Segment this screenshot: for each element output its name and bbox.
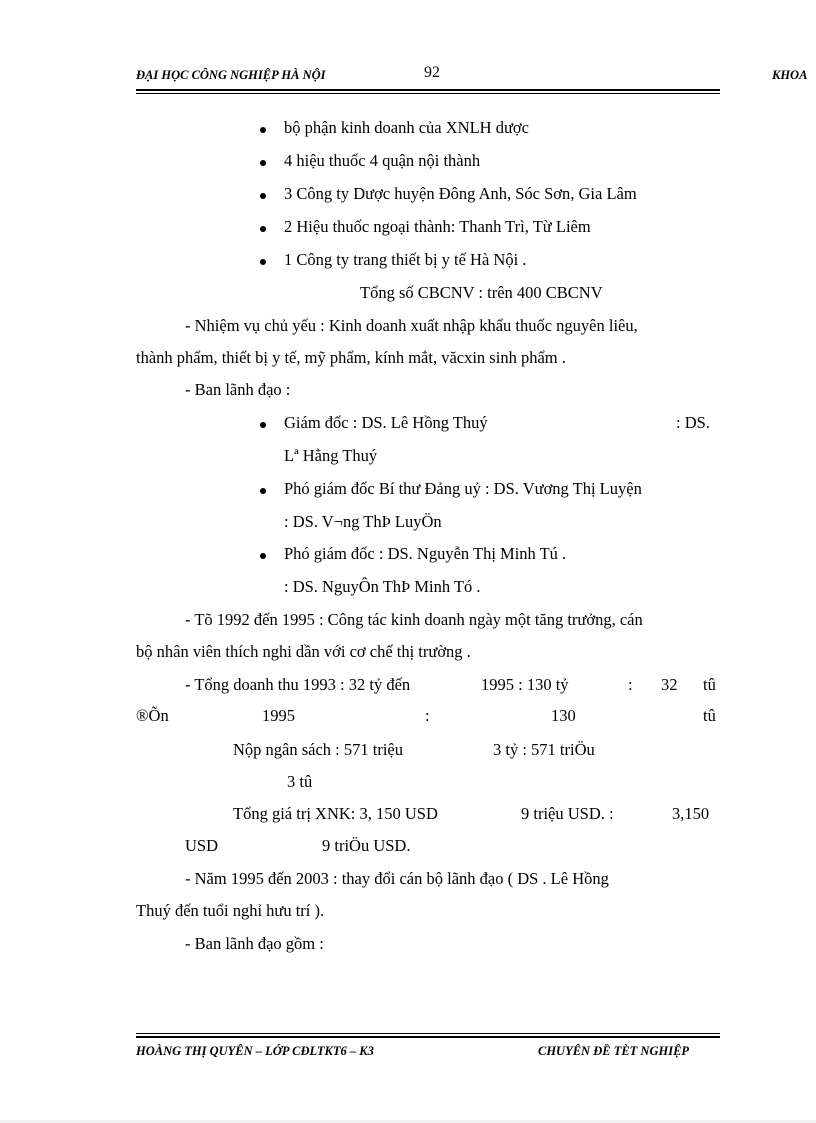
footer-author: HOÀNG THỊ QUYÊN – LỚP CĐLTKT6 – K3 xyxy=(136,1044,374,1058)
revenue-text: 3 tû xyxy=(287,772,313,791)
list-item: 3 Công ty Dược huyện Đông Anh, Sóc Sơn, Gia Lâm xyxy=(284,184,637,203)
revenue-text: tû xyxy=(703,706,716,725)
period-1995-line-2: Thuý đến tuổi nghỉ hưu trí ). xyxy=(136,901,325,920)
revenue-text: USD xyxy=(185,836,219,855)
bullet-icon xyxy=(260,488,266,494)
revenue-text: Nộp ngân sách : 571 triệu xyxy=(233,740,404,759)
bullet-icon xyxy=(260,160,266,166)
revenue-text: Tổng giá trị XNK: 3, 150 USD xyxy=(233,804,438,823)
leadership-title: - Ban lãnh đạo : xyxy=(185,380,291,399)
mission-line-1: - Nhiệm vụ chủ yếu : Kinh doanh xuất nhập khẩu thuốc nguyên liêu, xyxy=(185,316,638,335)
revenue-text: ®Õn xyxy=(136,706,169,725)
revenue-text: 3 tỷ : 571 triÖu xyxy=(493,740,595,759)
revenue-text: 9 triÖu USD. xyxy=(322,836,411,855)
revenue-text: 3,150 xyxy=(672,804,710,823)
closing-line: - Ban lãnh đạo gồm : xyxy=(185,934,324,953)
footer-thesis-title: CHUYÊN ĐỀ TÈT NGHIỆP xyxy=(538,1044,690,1058)
bullet-icon xyxy=(260,226,266,232)
page-number: 92 xyxy=(424,64,440,81)
leader-item-continuation: : DS. V¬ng ThÞ LuyÖn xyxy=(284,512,442,531)
revenue-text: 1995 xyxy=(262,706,295,725)
revenue-text: 1995 : 130 tỷ xyxy=(481,675,569,694)
revenue-text: 130 xyxy=(551,706,576,725)
bullet-icon xyxy=(260,422,266,428)
leader-item-continuation: : DS. NguyÔn ThÞ Minh Tó . xyxy=(284,577,481,596)
leader-item: Phó giám đốc : DS. Nguyễn Thị Minh Tú . xyxy=(284,544,567,563)
header-rule-top xyxy=(136,89,720,91)
list-item: bộ phận kinh doanh của XNLH dược xyxy=(284,118,529,137)
list-item: 4 hiệu thuốc 4 quận nội thành xyxy=(284,151,481,170)
bullet-icon xyxy=(260,193,266,199)
bullet-icon xyxy=(260,259,266,265)
period-1992-line-2: bộ nhân viên thích nghi dần với cơ chế thị trường . xyxy=(136,642,471,661)
mission-line-2: thành phẩm, thiết bị y tế, mỹ phẩm, kính mắt, văcxin sinh phẩm . xyxy=(136,348,566,367)
staff-total: Tổng số CBCNV : trên 400 CBCNV xyxy=(360,283,603,302)
revenue-text: - Tổng doanh thu 1993 : 32 tỷ đến xyxy=(185,675,411,694)
revenue-text: : xyxy=(628,675,633,694)
period-1995-line-1: - Năm 1995 đến 2003 : thay đổi cán bộ lãnh đạo ( DS . Lê Hồng xyxy=(185,869,609,888)
header-school-name: ĐẠI HỌC CÔNG NGHIỆP HÀ NỘI xyxy=(136,68,326,82)
leader-item-suffix: : DS. xyxy=(676,413,710,432)
footer-rule-top xyxy=(136,1033,720,1034)
revenue-text: 9 triệu USD. : xyxy=(521,804,614,823)
list-item: 1 Công ty trang thiết bị y tế Hà Nội . xyxy=(284,250,527,269)
bullet-icon xyxy=(260,127,266,133)
leader-item-continuation: Lª Hằng Thuý xyxy=(284,446,378,465)
revenue-text: : xyxy=(425,706,430,725)
leader-item: Giám đốc : DS. Lê Hồng Thuý xyxy=(284,413,488,432)
leader-item: Phó giám đốc Bí thư Đảng uỷ : DS. Vương Thị Luyện xyxy=(284,479,642,498)
header-rule-bottom xyxy=(136,93,720,94)
bullet-icon xyxy=(260,553,266,559)
footer-rule-bottom xyxy=(136,1036,720,1038)
revenue-text: tû xyxy=(703,675,716,694)
revenue-text: 32 xyxy=(661,675,678,694)
list-item: 2 Hiệu thuốc ngoại thành: Thanh Trì, Từ Liêm xyxy=(284,217,591,236)
header-department: KHOA xyxy=(772,68,808,82)
period-1992-line-1: - Tõ 1992 đến 1995 : Công tác kinh doanh ngày một tăng trưởng, cán xyxy=(185,610,643,629)
